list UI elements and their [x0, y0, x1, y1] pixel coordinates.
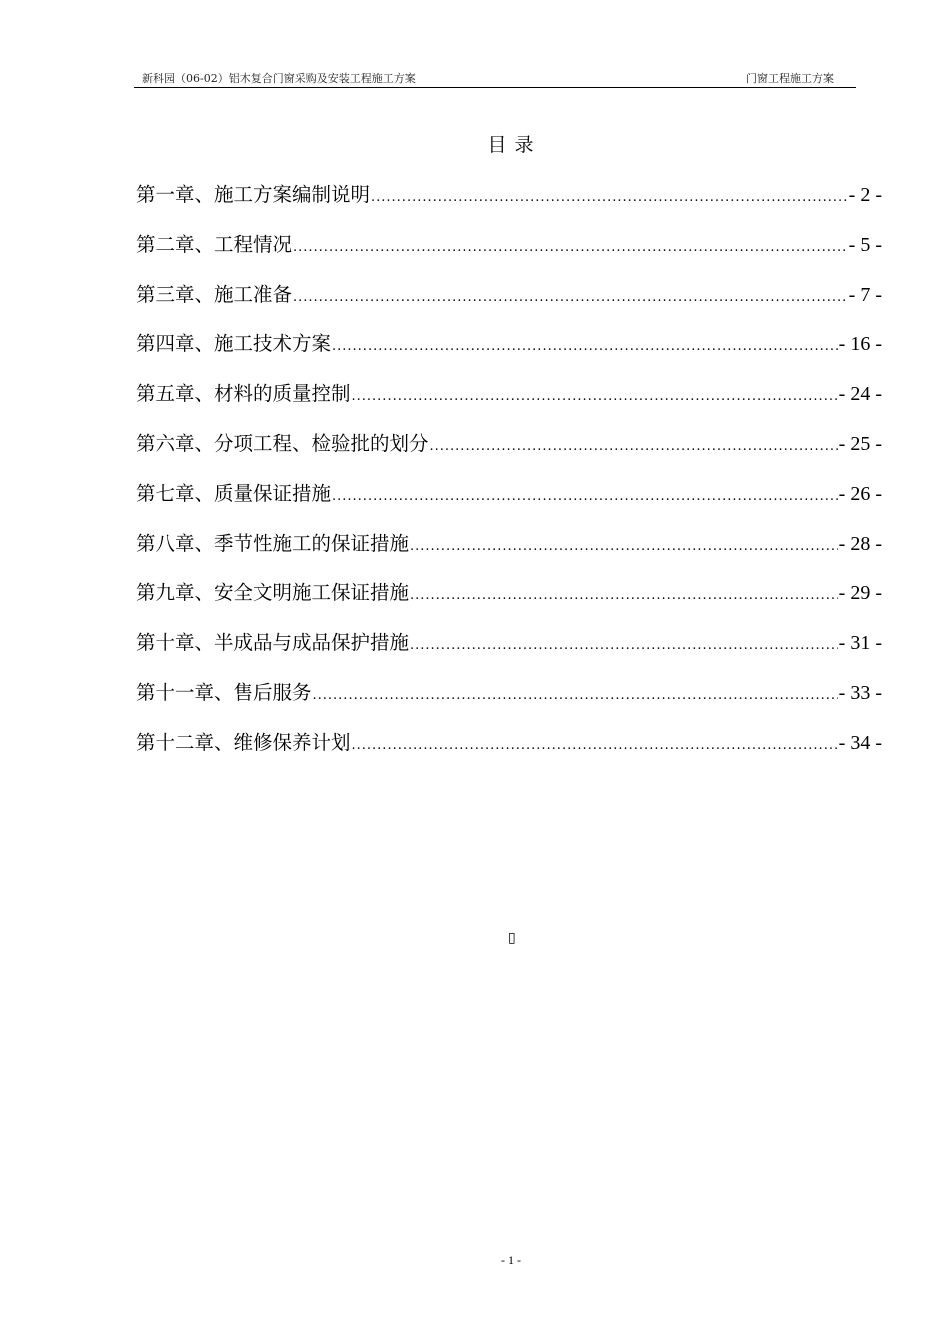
toc-entry-label: 第十二章、维修保养计划 [136, 730, 351, 754]
header-document-title: 新科园（06-02）铝木复合门窗采购及安装工程施工方案 [142, 72, 416, 85]
toc-entry[interactable] [136, 431, 882, 481]
toc-leader-dots [332, 334, 838, 360]
toc-leader-dots [352, 733, 838, 759]
toc-entry-page: - 34 - [838, 731, 882, 754]
toc-entry-page: - 29 - [838, 582, 882, 605]
toc-entry-label: 第二章、工程情况 [136, 232, 293, 256]
toc-entry-label: 第三章、施工准备 [136, 282, 293, 306]
toc-entry-label: 第九章、安全文明施工保证措施 [136, 581, 410, 605]
toc-entry[interactable] [136, 232, 882, 282]
toc-entry-label: 第十一章、售后服务 [136, 680, 312, 704]
toc-entry-page: - 33 - [838, 681, 882, 704]
page-number: - 1 - [501, 1253, 521, 1267]
toc-entry-label: 第一章、施工方案编制说明 [136, 183, 371, 206]
toc-entry[interactable] [136, 531, 882, 581]
toc-entry-page: - 5 - [848, 233, 882, 256]
table-of-contents [136, 182, 882, 780]
toc-entry-label: 第八章、季节性施工的保证措施 [136, 531, 410, 555]
page-header [134, 70, 856, 88]
toc-entry-page: - 2 - [848, 184, 882, 206]
toc-leader-dots [430, 434, 838, 460]
toc-entry[interactable] [136, 282, 882, 332]
toc-entry[interactable] [136, 680, 882, 730]
toc-title: 目 录 [487, 134, 535, 156]
toc-entry-page: - 16 - [838, 333, 882, 356]
toc-entry[interactable] [136, 182, 882, 232]
toc-entry[interactable] [136, 381, 882, 431]
toc-leader-dots [332, 484, 838, 510]
toc-entry[interactable] [136, 331, 882, 381]
toc-leader-dots [293, 285, 848, 311]
toc-entry-page: - 7 - [848, 283, 882, 306]
toc-entry-page: - 24 - [838, 383, 882, 406]
toc-entry-label: 第七章、质量保证措施 [136, 481, 332, 505]
toc-leader-dots [410, 534, 838, 560]
toc-entry-page: - 31 - [838, 632, 882, 655]
toc-entry-page: - 26 - [838, 482, 882, 505]
toc-leader-dots [352, 384, 838, 410]
toc-entry[interactable] [136, 630, 882, 680]
toc-entry[interactable] [136, 481, 882, 531]
toc-entry-label: 第五章、材料的质量控制 [136, 382, 351, 406]
toc-leader-dots [371, 185, 848, 211]
placeholder-glyph: ▯ [508, 930, 516, 946]
toc-entry-page: - 28 - [838, 532, 882, 555]
toc-leader-dots [410, 633, 838, 659]
toc-leader-dots [313, 683, 838, 709]
toc-entry[interactable] [136, 730, 882, 780]
toc-leader-dots [410, 583, 838, 609]
toc-entry-page: - 25 - [838, 432, 882, 455]
toc-entry[interactable] [136, 580, 882, 630]
header-section-title: 门窗工程施工方案 [746, 72, 834, 85]
toc-entry-label: 第六章、分项工程、检验批的划分 [136, 431, 429, 455]
toc-entry-label: 第十章、半成品与成品保护措施 [136, 631, 410, 655]
toc-leader-dots [293, 235, 848, 261]
toc-entry-label: 第四章、施工技术方案 [136, 332, 332, 356]
